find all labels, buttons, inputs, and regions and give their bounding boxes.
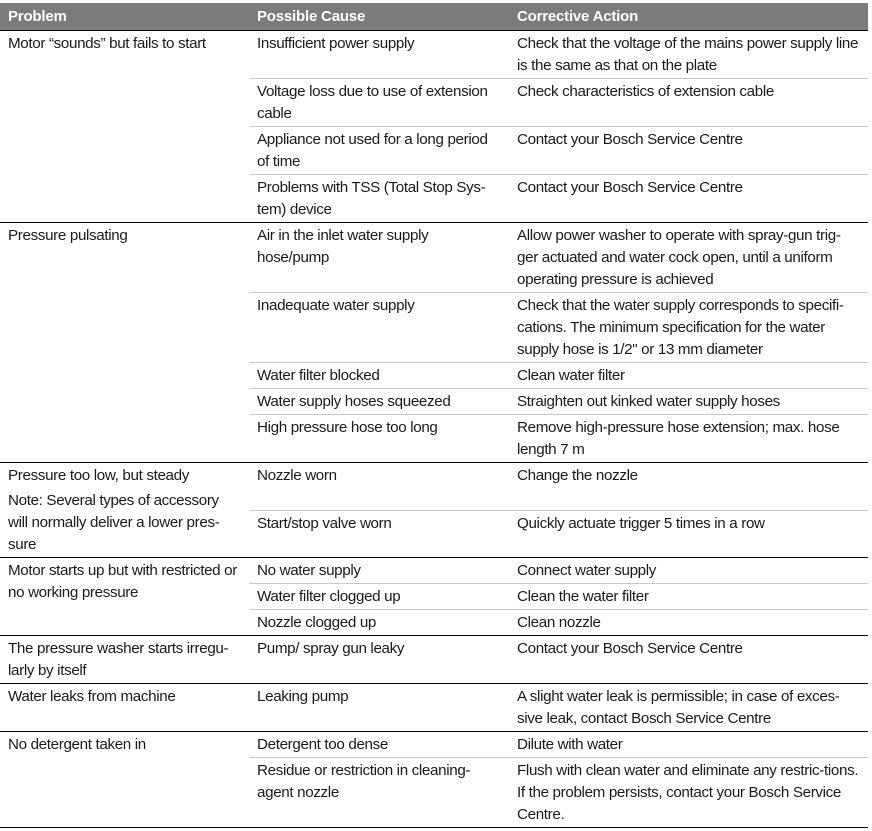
cause-cell: Residue or restriction in cleaning-agent nozzle	[249, 758, 509, 828]
cause-cell: Insufficient power supply	[249, 31, 509, 79]
action-cell: Clean nozzle	[509, 610, 868, 636]
problem-cell	[0, 636, 249, 684]
action-cell: Contact your Bosch Service Centre	[509, 127, 868, 175]
action-cell: Clean water filter	[509, 363, 868, 389]
cause-cell: Water filter blocked	[249, 363, 509, 389]
problem-text: Pressure too low, but steady	[8, 467, 189, 484]
cause-cell: Start/stop valve worn	[249, 510, 509, 558]
cause-cell: Inadequate water supply	[249, 293, 509, 363]
cause-cell: Problems with TSS (Total Stop Sys-tem) device	[249, 175, 509, 223]
cause-cell: Appliance not used for a long period of time	[249, 127, 509, 175]
cause-cell: Pump/ spray gun leaky	[249, 636, 509, 684]
cause-cell: Leaking pump	[249, 684, 509, 732]
cause-cell: Voltage loss due to use of extension cable	[249, 79, 509, 127]
action-cell: Check that the water supply corresponds to specifi-cations. The minimum specification for the water supply hose is 1/2" or 13 mm diameter	[509, 293, 868, 363]
action-cell: Straighten out kinked water supply hoses	[509, 389, 868, 415]
problem-text: Pressure pulsating	[8, 227, 128, 244]
table-row	[0, 684, 868, 732]
problem-note: Note: Several types of accessory will normally deliver a lower pres-sure	[8, 492, 220, 553]
problem-cell	[0, 732, 249, 828]
action-cell: Check that the voltage of the mains power supply line is the same as that on the plate	[509, 31, 868, 79]
action-cell: Dilute with water	[509, 732, 868, 758]
action-cell: Clean the water filter	[509, 584, 868, 610]
problem-text: The pressure washer starts irregu-larly by itself	[8, 640, 229, 679]
problem-cell	[0, 223, 249, 463]
troubleshooting-table	[0, 3, 868, 828]
problem-cell	[0, 684, 249, 732]
cause-cell: Nozzle worn	[249, 463, 509, 511]
problem-text: Motor “sounds” but fails to start	[8, 35, 206, 52]
action-cell: Allow power washer to operate with spray-gun trig-ger actuated and water cock open, until a uniform operating pressure is achieved	[509, 223, 868, 293]
table-row	[0, 31, 868, 79]
table-header-row	[0, 3, 868, 31]
cause-cell: Air in the inlet water supply hose/pump	[249, 223, 509, 293]
action-cell: A slight water leak is permissible; in case of exces-sive leak, contact Bosch Service Centre	[509, 684, 868, 732]
cause-cell: Water supply hoses squeezed	[249, 389, 509, 415]
action-cell: Check characteristics of extension cable	[509, 79, 868, 127]
cause-cell: High pressure hose too long	[249, 415, 509, 463]
table-row	[0, 223, 868, 293]
problem-text: Motor starts up but with restricted or no working pressure	[8, 562, 237, 601]
problem-cell	[0, 463, 249, 558]
table-row	[0, 558, 868, 584]
action-cell: Quickly actuate trigger 5 times in a row	[509, 510, 868, 558]
action-cell: Connect water supply	[509, 558, 868, 584]
action-cell: Contact your Bosch Service Centre	[509, 175, 868, 223]
cause-cell: Water filter clogged up	[249, 584, 509, 610]
problem-cell	[0, 31, 249, 223]
action-cell: Flush with clean water and eliminate any restric-tions. If the problem persists, contact your Bosch Service Centre.	[509, 758, 868, 828]
cause-cell: Detergent too dense	[249, 732, 509, 758]
table-row	[0, 732, 868, 758]
header-corrective-action: Corrective Action	[509, 3, 868, 31]
problem-text: Water leaks from machine	[8, 688, 176, 705]
cause-cell: No water supply	[249, 558, 509, 584]
table-row	[0, 636, 868, 684]
cause-cell: Nozzle clogged up	[249, 610, 509, 636]
problem-cell	[0, 558, 249, 636]
action-cell: Remove high-pressure hose extension; max. hose length 7 m	[509, 415, 868, 463]
header-problem: Problem	[0, 3, 249, 31]
header-possible-cause: Possible Cause	[249, 3, 509, 31]
problem-text: No detergent taken in	[8, 736, 146, 753]
table-row	[0, 463, 868, 511]
action-cell: Change the nozzle	[509, 463, 868, 511]
action-cell: Contact your Bosch Service Centre	[509, 636, 868, 684]
